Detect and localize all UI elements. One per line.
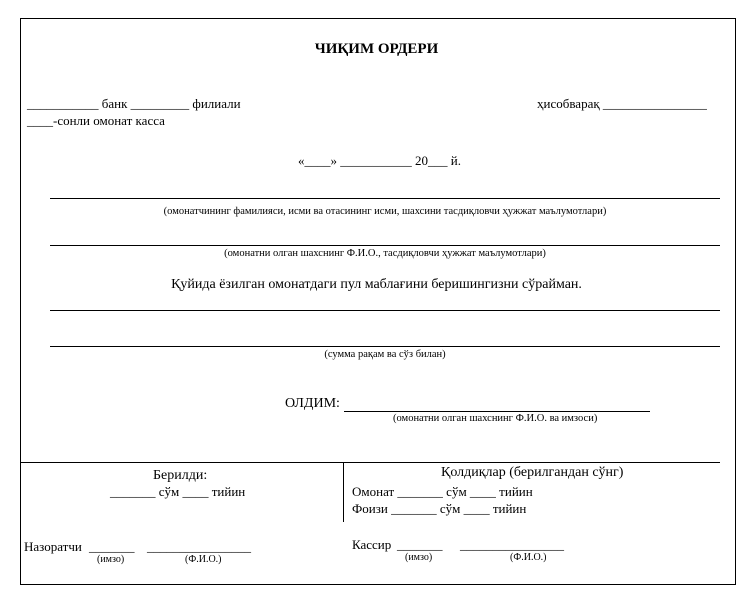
sum-line-2 — [50, 346, 720, 347]
cashier-name-blank: ________________ — [460, 537, 564, 552]
interest-remainder-line: Фоизи _______ сўм ____ тийин — [352, 501, 527, 516]
bottom-section-divider — [20, 462, 720, 463]
receiver-caption: (омонатни олган шахснинг Ф.И.О., тасдиқловчи ҳужжат маълумотлари) — [224, 248, 546, 259]
depositor-line — [50, 198, 720, 199]
cashier-name-caption: (Ф.И.О.) — [510, 552, 547, 563]
cashier-label: Кассир — [352, 537, 392, 552]
sum-line-1 — [50, 310, 720, 311]
bottom-section-split — [343, 462, 344, 522]
issued-label: Берилди: — [153, 468, 208, 483]
received-caption: (омонатни олган шахснинг Ф.И.О. ва имзоси) — [393, 413, 598, 424]
request-text: Қуйида ёзилган омонатдаги пул маблағини беришингизни сўрайман. — [171, 277, 582, 292]
sum-caption: (сумма рақам ва сўз билан) — [324, 349, 446, 360]
controller-sign-blank: _______ — [89, 539, 135, 554]
depositor-caption: (омонатчининг фамилияси, исми ва отасининг исми, шахсини тасдиқловчи ҳужжат маълумотлари) — [163, 206, 607, 217]
receiver-line — [50, 245, 720, 246]
controller-name-blank: ________________ — [147, 539, 251, 554]
controller-name-caption: (Ф.И.О.) — [185, 554, 222, 565]
controller-label: Назоратчи — [24, 539, 82, 554]
controller-sign-caption: (имзо) — [97, 554, 125, 565]
issued-amount-line: _______ сўм ____ тийин — [110, 484, 246, 499]
deposit-remainder-line: Омонат _______ сўм ____ тийин — [352, 484, 533, 499]
date-line: «____» ___________ 20___ й. — [298, 153, 461, 168]
bank-branch-line: ___________ банк _________ филиали — [27, 96, 241, 111]
received-signature-line — [344, 411, 650, 412]
remainder-label: Қолдиқлар (берилгандан сўнг) — [441, 465, 624, 480]
cashier-sign-blank: _______ — [397, 537, 443, 552]
form-title: ЧИҚИМ ОРДЕРИ — [314, 41, 439, 57]
received-label: ОЛДИМ: — [285, 396, 340, 411]
savings-office-line: ____-сонли омонат касса — [27, 113, 165, 128]
cashier-sign-caption: (имзо) — [405, 552, 433, 563]
account-line: ҳисобварақ ________________ — [537, 96, 707, 111]
